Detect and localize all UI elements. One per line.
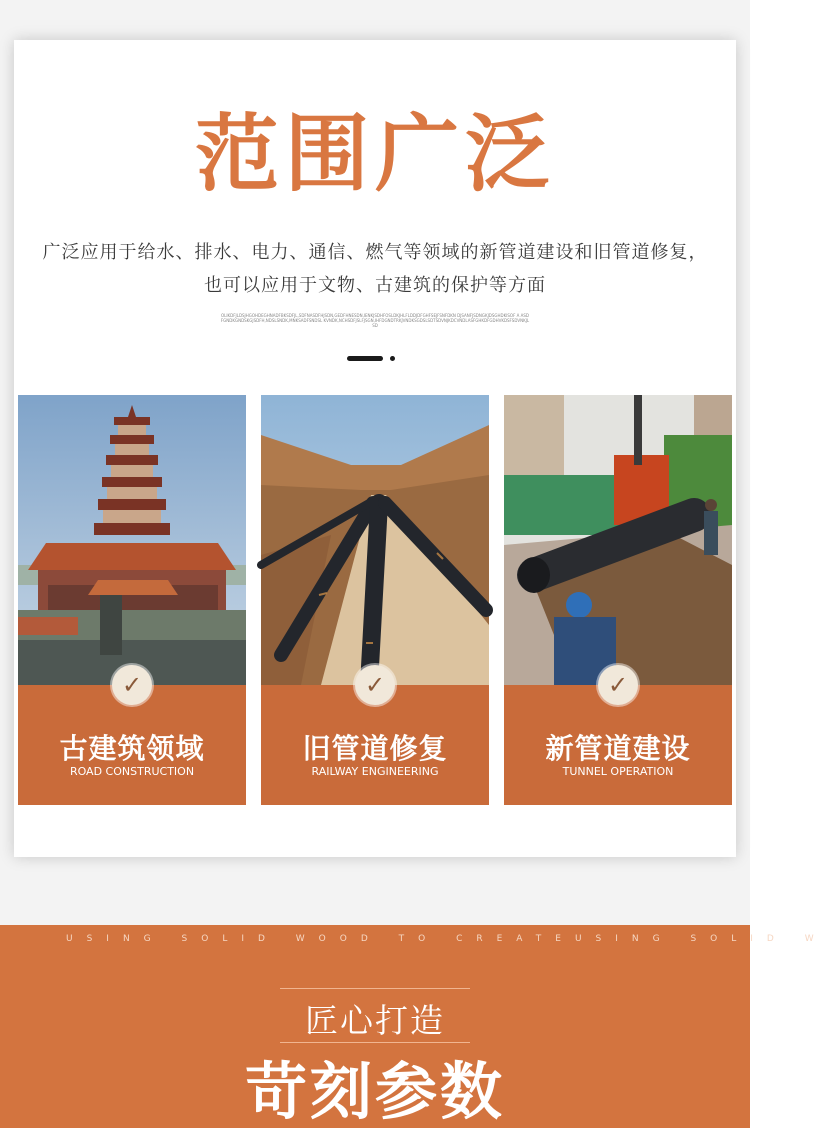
- card-subtitle: ROAD CONSTRUCTION: [69, 765, 195, 778]
- application-card-new-pipes[interactable]: [504, 395, 732, 805]
- carousel-indicator-active[interactable]: [347, 356, 383, 361]
- description-line-1: 广泛应用于给水、排水、电力、通信、燃气等领域的新管道建设和旧管道修复，: [42, 242, 708, 263]
- check-icon: ✓: [355, 665, 395, 705]
- card-title: 旧管道修复: [302, 732, 448, 765]
- card-title: 古建筑领域: [59, 732, 205, 765]
- installation-photo: [504, 395, 732, 685]
- banner-heading: 苛刻参数: [244, 1055, 505, 1128]
- carousel-indicator-dot[interactable]: [390, 356, 395, 361]
- pipeline-photo: [261, 395, 489, 685]
- description-line-2: 也可以应用于文物、古建筑的保护等方面: [204, 275, 546, 296]
- application-card-ancient-buildings[interactable]: [18, 395, 246, 805]
- check-icon: ✓: [598, 665, 638, 705]
- banner-caption: USING SOLID WOOD TO CREATEUSING SOLID W: [66, 934, 828, 944]
- fine-print: OLIKDFJLDSJHGOHDEGHNADFBKSDFJL,SDFNASDFHJSDN,GEDFHNESDN,IENKJSDHFOSLDKJHLFLDDJDFGHFSEJFSNFDKN DJSANFJSDNGKJDSGHDKISOF A ASDFGNDKGNDSKGJSDFH,NDSLSNDK,MNKSADFSNDSL KVNDK,NCHSDFJSLFJSGN,IHFDGNDTRKJVNDKSGDSLSDTSDVNJKDCVNDLASFGHKDFGDHVKDSFSDVNKJLSD: [220, 313, 530, 328]
- check-icon: ✓: [112, 665, 152, 705]
- section-title: 范围广泛: [194, 105, 555, 203]
- pagoda-photo: [18, 395, 246, 685]
- banner-subheading: 匠心打造: [305, 1001, 445, 1040]
- card-subtitle: TUNNEL OPERATION: [562, 765, 674, 778]
- divider-top: [280, 988, 470, 989]
- card-title: 新管道建设: [545, 732, 691, 765]
- card-subtitle: RAILWAY ENGINEERING: [311, 765, 439, 778]
- application-card-pipe-repair[interactable]: [261, 395, 489, 805]
